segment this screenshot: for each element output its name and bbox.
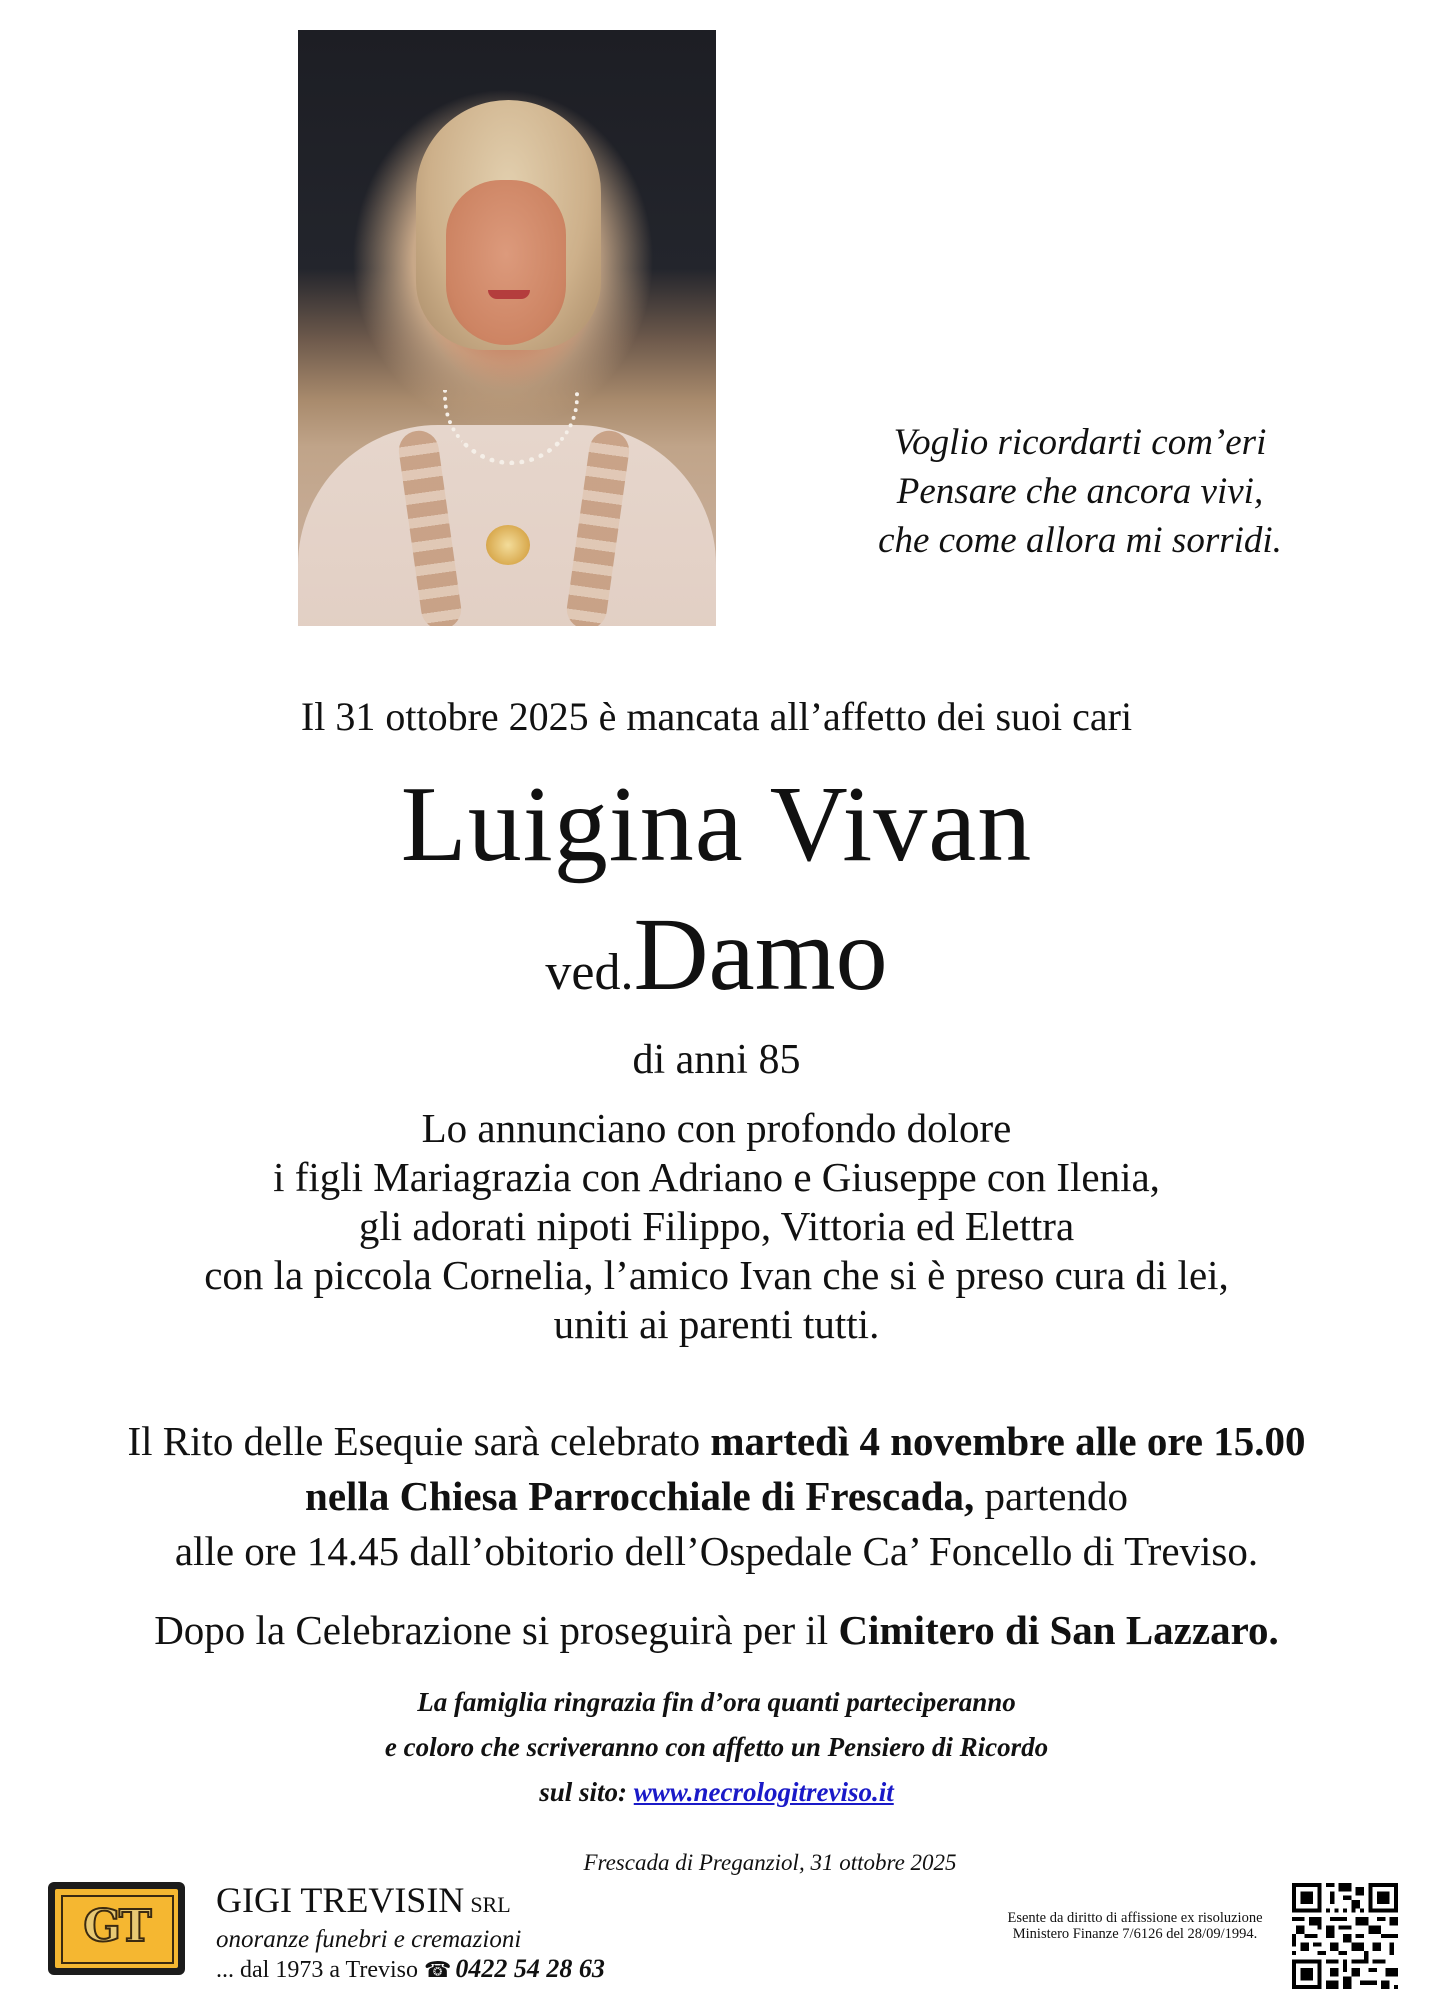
age-line: di anni 85	[632, 1037, 801, 1083]
family-line: Lo annunciano con profondo dolore	[421, 1105, 1012, 1151]
burial-details	[0, 1606, 1433, 1654]
thanks-site-label: sul sito:	[539, 1777, 634, 1807]
death-announcement-intro: Il 31 ottobre 2025 è mancata all’affetto dei suoi cari	[300, 694, 1133, 739]
exemption-line: Ministero Finanze 7/6126 del 28/09/1994.	[1012, 1926, 1258, 1942]
memorial-poem	[840, 418, 1320, 565]
funeral-date-time: martedì 4 novembre alle ore 15.00	[710, 1418, 1306, 1464]
company-since: ... dal 1973 a Treviso	[216, 1957, 419, 1983]
funeral-line-3: alle ore 14.45 dall’obitorio dell’Ospedale Ca’ Foncello di Treviso.	[174, 1528, 1259, 1574]
funeral-line-2	[0, 1469, 1433, 1524]
family-line: uniti ai parenti tutti.	[553, 1301, 880, 1347]
thanks-line	[0, 1770, 1433, 1815]
thanks-line: La famiglia ringrazia fin d’ora quanti parteciperanno	[417, 1687, 1016, 1717]
funeral-text: partendo	[974, 1473, 1128, 1519]
poem-line: Voglio ricordarti com’eri	[893, 422, 1267, 463]
necrologi-website-link[interactable]: www.necrologitreviso.it	[633, 1777, 894, 1807]
company-tagline: onoranze funebri e cremazioni	[216, 1926, 522, 1953]
funeral-home-info	[216, 1880, 605, 1985]
company-name-text: GIGI TREVISIN	[216, 1880, 465, 1920]
family-line: con la piccola Cornelia, l’amico Ivan che si è preso cura di lei,	[204, 1252, 1229, 1298]
logo-monogram: GT	[83, 1901, 150, 1952]
family-line: gli adorati nipoti Filippo, Vittoria ed Elettra	[358, 1203, 1075, 1249]
company-logo	[48, 1882, 185, 1975]
poem-line: che come allora mi sorridi.	[878, 520, 1282, 561]
company-phone: 0422 54 28 63	[455, 1954, 605, 1983]
widow-prefix: ved.	[545, 944, 634, 1001]
family-mourners	[0, 1104, 1433, 1349]
widow-of-line	[0, 897, 1433, 1040]
logo-background	[55, 1889, 178, 1968]
cemetery-name: Cimitero di San Lazzaro.	[838, 1607, 1279, 1653]
thanks-line: e coloro che scriveranno con affetto un Pensiero di Ricordo	[384, 1732, 1049, 1762]
company-name	[216, 1880, 605, 1925]
exemption-line: Esente da diritto di affissione ex risoluzione	[1007, 1910, 1263, 1926]
married-surname: Damo	[633, 897, 888, 1012]
photo-face	[446, 180, 566, 345]
posting-fee-exemption	[990, 1910, 1280, 1942]
funeral-line-1	[0, 1414, 1433, 1469]
company-since-line	[216, 1954, 605, 1985]
qr-code-icon[interactable]	[1292, 1883, 1398, 1989]
portrait-photo	[298, 30, 716, 626]
photo-lips	[488, 290, 530, 299]
place-and-date: Frescada di Preganziol, 31 ottobre 2025	[583, 1850, 957, 1875]
poem-line: Pensare che ancora vivi,	[896, 471, 1264, 512]
company-suffix: SRL	[470, 1892, 511, 1917]
burial-text: Dopo la Celebrazione si proseguirà per il	[154, 1607, 839, 1653]
phone-icon: ☎	[424, 1957, 452, 1982]
family-thanks	[0, 1680, 1433, 1815]
family-line: i figli Mariagrazia con Adriano e Giuseppe con Ilenia,	[273, 1154, 1160, 1200]
funeral-text: Il Rito delle Esequie sarà celebrato	[127, 1418, 711, 1464]
funeral-details	[0, 1414, 1433, 1579]
deceased-name: Luigina Vivan	[400, 765, 1033, 884]
photo-pendant	[486, 525, 530, 565]
funeral-church: nella Chiesa Parrocchiale di Frescada,	[305, 1473, 975, 1519]
